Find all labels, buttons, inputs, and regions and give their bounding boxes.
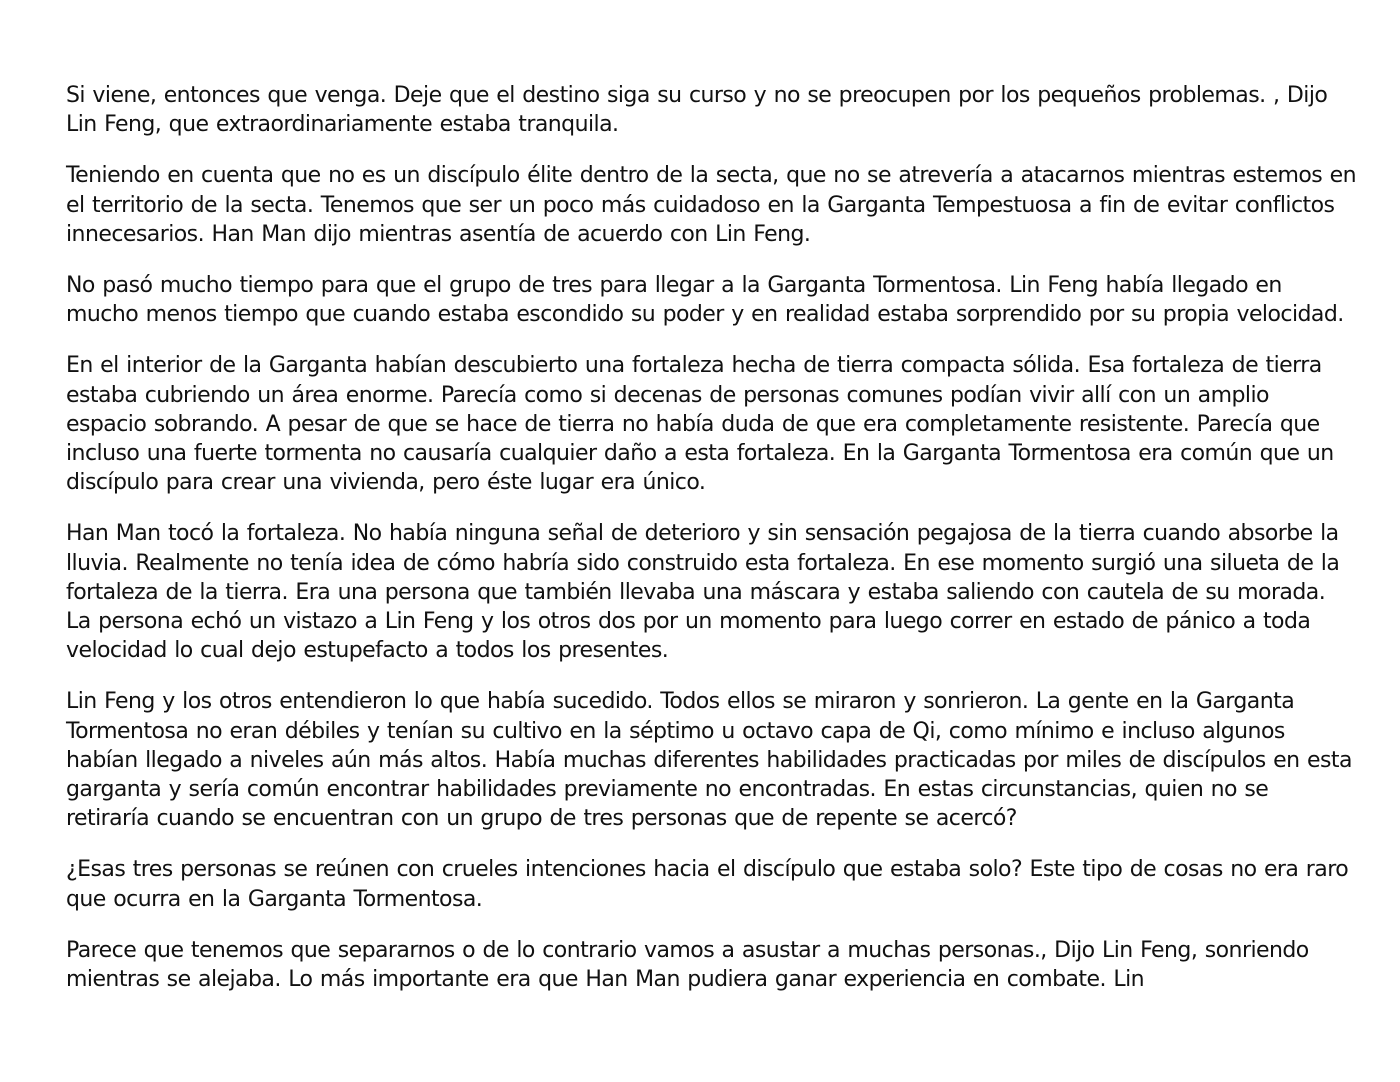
paragraph: ¿Esas tres personas se reúnen con crueles intenciones hacia el discípulo que estaba solo? Este tipo de cosas no era raro que ocurra en la Garganta Tormentosa. [66,857,1349,912]
paragraph: Si viene, entonces que venga. Deje que el destino siga su curso y no se preocupen por los pequeños problemas. , Dijo Lin Feng, que extraordinariamente estaba tranquila. [66,83,1328,138]
paragraph: Teniendo en cuenta que no es un discípulo élite dentro de la secta, que no se atrevería a atacarnos mientras estemos en el territorio de la secta. Tenemos que ser un poco más cuidadoso en la Garganta Tempestuosa a fin de evitar conflictos innecesarios. Han Man dijo mientras asentía de acuerdo con Lin Feng. [66,163,1356,247]
paragraph: No pasó mucho tiempo para que el grupo de tres para llegar a la Garganta Tormentosa. Lin Feng había llegado en mucho menos tiempo que cuando estaba escondido su poder y en realidad estaba sorprendido por su propia velocidad. [66,273,1344,328]
paragraph: Lin Feng y los otros entendieron lo que había sucedido. Todos ellos se miraron y sonrieron. La gente en la Garganta Tormentosa no eran débiles y tenían su cultivo en la séptimo u octavo capa de Qi, como mínimo e incluso algunos habían llegado a niveles aún más altos. Había muchas diferentes habilidades practicadas por miles de discípulos en esta garganta y sería común encontrar habilidades previamente no encontradas. En estas circunstancias, quien no se retiraría cuando se encuentran con un grupo de tres personas que de repente se acercó? [66,689,1352,832]
paragraph: En el interior de la Garganta habían descubierto una fortaleza hecha de tierra compacta sólida. Esa fortaleza de tierra estaba cubriendo un área enorme. Parecía como si decenas de personas comunes podían vivir allí con un amplio espacio sobrando. A pesar de que se hace de tierra no había duda de que era completamente resistente. Parecía que incluso una fuerte tormenta no causaría cualquier daño a esta fortaleza. En la Garganta Tormentosa era común que un discípulo para crear una vivienda, pero éste lugar era único. [66,353,1334,496]
paragraph: Parece que tenemos que separarnos o de lo contrario vamos a asustar a muchas personas., Dijo Lin Feng, sonriendo mientras se alejaba. Lo más importante era que Han Man pudiera ganar experiencia en combate. Lin [66,937,1309,993]
document-page [66,81,1356,1016]
paragraph: Han Man tocó la fortaleza. No había ninguna señal de deterioro y sin sensación pegajosa de la tierra cuando absorbe la lluvia. Realmente no tenía idea de cómo habría sido construido esta fortaleza. En ese momento surgió una silueta de la fortaleza de la tierra. Era una persona que también llevaba una máscara y estaba saliendo con cautela de su morada. La persona echó un vistazo a Lin Feng y los otros dos por un momento para luego correr en estado de pánico a toda velocidad lo cual dejo estupefacto a todos los presentes. [66,521,1340,664]
